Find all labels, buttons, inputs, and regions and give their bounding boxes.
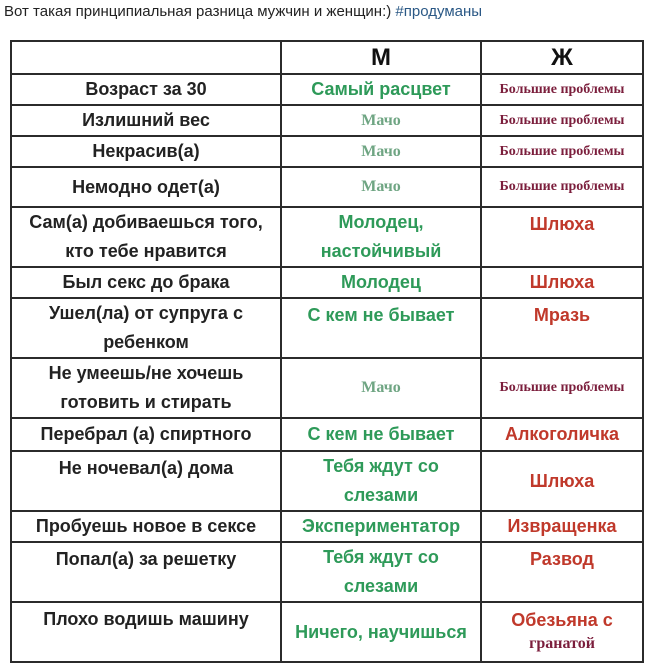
table-row bbox=[11, 136, 643, 167]
condition-cell: Плохо водишь машину bbox=[11, 602, 281, 662]
women-cell: Большие проблемы bbox=[481, 167, 643, 207]
men-cell: Мачо bbox=[281, 358, 481, 418]
caption-text: Вот такая принципиальная разница мужчин и женщин:) bbox=[4, 3, 392, 20]
men-cell: С кем не бывает bbox=[281, 418, 481, 451]
women-cell: Шлюха bbox=[481, 267, 643, 298]
header-women: Ж bbox=[481, 41, 643, 74]
women-cell-main: Обезьяна с bbox=[511, 610, 613, 630]
condition-cell: Попал(а) за решетку bbox=[11, 542, 281, 602]
condition-cell: Пробуешь новое в сексе bbox=[11, 511, 281, 542]
women-cell: Развод bbox=[481, 542, 643, 602]
men-cell: Мачо bbox=[281, 105, 481, 136]
women-cell: Извращенка bbox=[481, 511, 643, 542]
women-cell: Алкоголичка bbox=[481, 418, 643, 451]
women-cell: Мразь bbox=[481, 298, 643, 358]
men-cell: Ничего, научишься bbox=[281, 602, 481, 662]
women-cell: Большие проблемы bbox=[481, 136, 643, 167]
table-row bbox=[11, 511, 643, 542]
table-row bbox=[11, 602, 643, 662]
table-row bbox=[11, 105, 643, 136]
women-cell: Шлюха bbox=[481, 207, 643, 267]
condition-cell: Был секс до брака bbox=[11, 267, 281, 298]
condition-cell: Возраст за 30 bbox=[11, 74, 281, 105]
post-caption bbox=[4, 2, 482, 22]
condition-cell: Сам(а) добиваешься того, кто тебе нравится bbox=[11, 207, 281, 267]
condition-cell: Не ночевал(а) дома bbox=[11, 451, 281, 511]
men-cell: Молодец, настойчивый bbox=[281, 207, 481, 267]
women-cell: Большие проблемы bbox=[481, 74, 643, 105]
men-cell: Мачо bbox=[281, 136, 481, 167]
men-cell: Тебя ждут со слезами bbox=[281, 542, 481, 602]
table-row bbox=[11, 167, 643, 207]
hashtag-link[interactable]: #продуманы bbox=[395, 3, 483, 20]
men-cell: Молодец bbox=[281, 267, 481, 298]
condition-cell: Немодно одет(а) bbox=[11, 167, 281, 207]
table-row bbox=[11, 358, 643, 418]
women-cell: Шлюха bbox=[481, 451, 643, 511]
header-men: М bbox=[281, 41, 481, 74]
men-cell: Самый расцвет bbox=[281, 74, 481, 105]
table-row bbox=[11, 207, 643, 267]
table-row bbox=[11, 267, 643, 298]
table-row bbox=[11, 418, 643, 451]
men-cell: Мачо bbox=[281, 167, 481, 207]
comparison-table bbox=[10, 40, 644, 663]
women-cell: Большие проблемы bbox=[481, 105, 643, 136]
comparison-table-image bbox=[10, 40, 642, 660]
table-row bbox=[11, 298, 643, 358]
header-condition bbox=[11, 41, 281, 74]
condition-cell: Некрасив(а) bbox=[11, 136, 281, 167]
condition-cell: Ушел(ла) от супруга с ребенком bbox=[11, 298, 281, 358]
table-header-row bbox=[11, 41, 643, 74]
men-cell: Тебя ждут со слезами bbox=[281, 451, 481, 511]
women-cell: Большие проблемы bbox=[481, 358, 643, 418]
men-cell: С кем не бывает bbox=[281, 298, 481, 358]
table-row bbox=[11, 74, 643, 105]
table-row bbox=[11, 451, 643, 511]
table-row bbox=[11, 542, 643, 602]
women-cell bbox=[481, 602, 643, 662]
men-cell: Экспериментатор bbox=[281, 511, 481, 542]
condition-cell: Не умеешь/не хочешь готовить и стирать bbox=[11, 358, 281, 418]
women-cell-tail: гранатой bbox=[529, 635, 595, 652]
condition-cell: Перебрал (а) спиртного bbox=[11, 418, 281, 451]
condition-cell: Излишний вес bbox=[11, 105, 281, 136]
